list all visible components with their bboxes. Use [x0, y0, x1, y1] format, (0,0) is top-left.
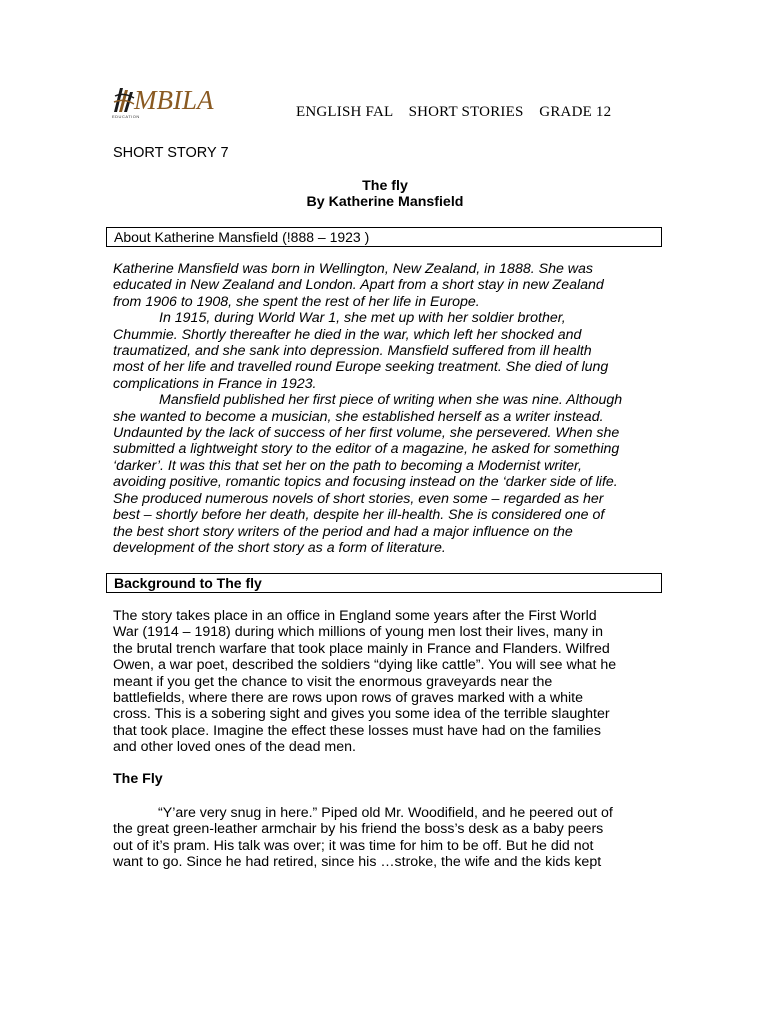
text-line: Undaunted by the lack of success of her first volume, she persevered. When she [113, 425, 620, 442]
text-line: cross. This is a sobering sight and gives you some idea of the terrible slaughter [113, 706, 610, 723]
story-section-heading: The Fly [113, 771, 163, 787]
text-line: War (1914 – 1918) during which millions of young men lost their lives, many in [113, 624, 603, 641]
logo-wordmark: MBILA [134, 85, 214, 115]
text-line: Chummie. Shortly thereafter he died in the war, which left her shocked and [113, 326, 582, 343]
text-line: the great green-leather armchair by his friend the boss’s desk as a baby peers [113, 821, 604, 838]
about-heading-box: About Katherine Mansfield (!888 – 1923 ) [106, 227, 662, 247]
story-title: The fly [362, 178, 408, 194]
publisher-logo [112, 86, 212, 120]
text-line: avoiding positive, romantic topics and focusing instead on the ‘darker side of life. [113, 474, 618, 491]
text-line: educated in New Zealand and London. Apart from a short stay in new Zealand [113, 277, 604, 294]
text-line: “Y’are very snug in here.” Piped old Mr. Woodifield, and he peered out of [158, 805, 613, 821]
text-line: submitted a lightweight story to the editor of a magazine, he asked for something [113, 441, 620, 458]
logo-subtext: EDUCATION [112, 114, 140, 119]
text-line: Katherine Mansfield was born in Wellington, New Zealand, in 1888. She was [113, 261, 594, 277]
text-line: traumatized, and she sank into depression. Mansfield suffered from ill health [113, 343, 592, 360]
text-line: The story takes place in an office in England some years after the First World [113, 608, 597, 624]
course-header: ENGLISH FAL SHORT STORIES GRADE 12 [296, 104, 612, 120]
text-line: ‘darker’. It was this that set her on the path to becoming a Modernist writer, [113, 457, 582, 474]
text-line: the best short story writers of the period and had a major influence on the [113, 523, 573, 540]
text-line: development of the short story as a form of literature. [113, 539, 446, 556]
text-line: complications in France in 1923. [113, 375, 317, 392]
story-number: SHORT STORY 7 [113, 145, 229, 161]
text-line: best – shortly before her death, despite her ill-health. She is considered one of [113, 507, 605, 524]
story-text [113, 805, 673, 871]
text-line: that took place. Imagine the effect these losses must have had on the families [113, 722, 601, 739]
text-line: meant if you get the chance to visit the enormous graveyards near the [113, 673, 553, 690]
background-paragraph [113, 608, 673, 756]
text-line: and other loved ones of the dead men. [113, 739, 356, 756]
about-paragraphs [113, 261, 673, 556]
text-line: In 1915, during World War 1, she met up with her soldier brother, [159, 310, 566, 327]
text-line: most of her life and travelled round Europe seeking treatment. She died of lung [113, 359, 609, 376]
zebra-logo-icon [112, 86, 136, 114]
background-heading-box: Background to The fly [106, 573, 662, 593]
text-line: She produced numerous novels of short stories, even some – regarded as her [113, 490, 604, 507]
text-line: from 1906 to 1908, she spent the rest of her life in Europe. [113, 293, 480, 310]
story-author: By Katherine Mansfield [306, 194, 464, 210]
text-line: out of it’s pram. His talk was over; it was time for him to be off. But he did not [113, 837, 594, 854]
text-line: she wanted to become a musician, she established herself as a writer instead. [113, 408, 604, 425]
text-line: want to go. Since he had retired, since his …stroke, the wife and the kids kept [113, 854, 602, 871]
text-line: Owen, a war poet, described the soldiers “dying like cattle”. You will see what he [113, 657, 617, 674]
text-line: Mansfield published her first piece of writing when she was nine. Although [159, 392, 623, 409]
text-line: the brutal trench warfare that took place mainly in France and Flanders. Wilfred [113, 640, 610, 657]
text-line: battlefields, where there are rows upon rows of graves marked with a white [113, 690, 583, 707]
